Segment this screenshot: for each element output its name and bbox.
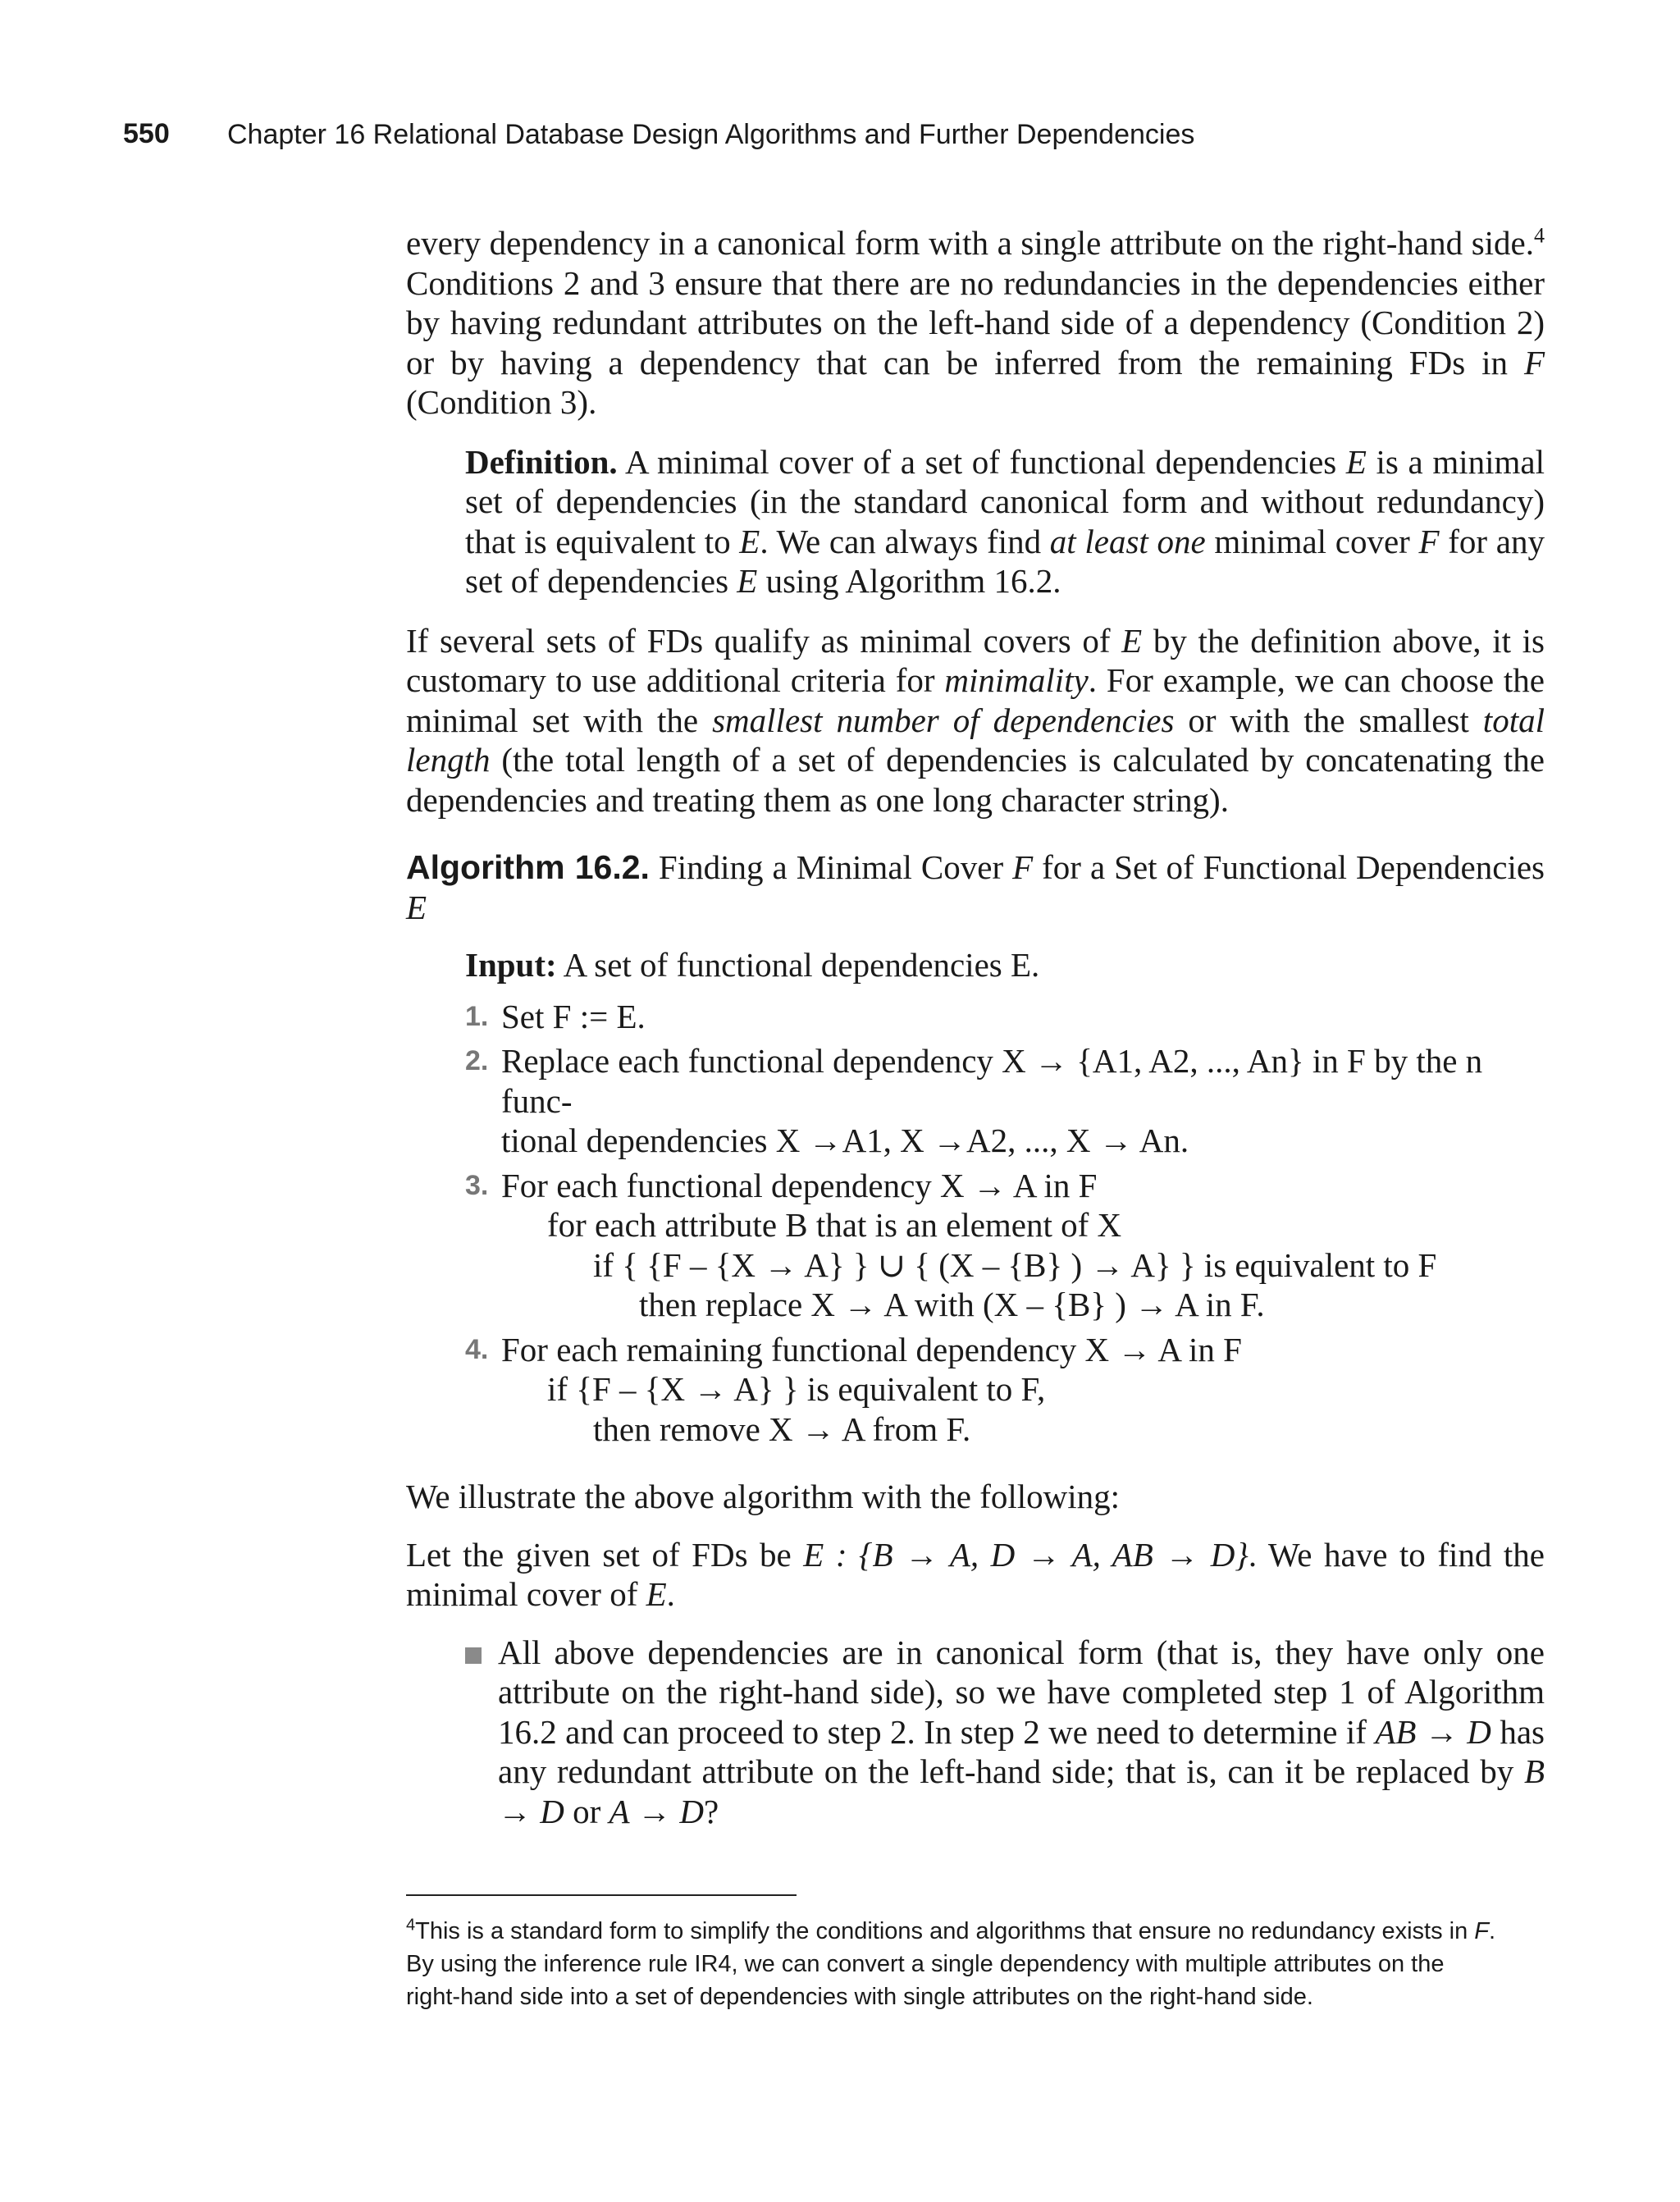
page-header	[123, 118, 1567, 159]
criteria-paragraph	[406, 621, 1545, 820]
intro-paragraph	[406, 223, 1545, 423]
step-number: 1.	[465, 1000, 489, 1032]
page-body	[406, 223, 1545, 1831]
bullet-text	[498, 1633, 1545, 1832]
math-var: F	[1012, 848, 1034, 886]
definition-text: is a minimal set of dependencies (in the standard canonical form and without redundancy) that is equivalent to	[465, 442, 1545, 560]
math-var: E	[406, 888, 427, 926]
algorithm-step	[465, 1041, 1545, 1161]
given-text: Let the given set of FDs be	[406, 1535, 804, 1574]
step-line: if {F – {X → A} } is equivalent to F,	[547, 1370, 1046, 1408]
criteria-text: If several sets of FDs qualify as minimal covers of	[406, 621, 1122, 660]
spacer	[406, 1615, 1545, 1633]
algorithm-step	[465, 1330, 1545, 1450]
criteria-text: . For example, we can choose the minimal set with the	[406, 661, 1545, 739]
intro-text: (Condition 3).	[406, 383, 597, 421]
bullet-text-part: All above dependencies are in canonical form (that is, they have only one attribute on the right-hand side), so we have completed step 1 of Algorithm 16.2 and can proceed to step 2. In step 2 we need to determine if	[498, 1633, 1545, 1751]
step-number: 4.	[465, 1333, 489, 1365]
step-line: then replace X → A with (X – {B} ) → A in F.	[639, 1286, 1265, 1323]
step-line: tional dependencies X →A1, X →A2, ..., X → An.	[501, 1122, 1189, 1159]
definition-text: for any set of dependencies	[465, 522, 1545, 600]
math-var: E	[739, 522, 760, 560]
step-line: Set F := E.	[501, 997, 646, 1035]
spacer	[406, 423, 1545, 442]
footnote-line: By using the inference rule IR4, we can convert a single dependency with multiple attributes on the	[406, 1951, 1445, 1977]
fd-set: E : {B → A, D → A, AB → D}	[803, 1535, 1249, 1574]
algorithm-title-text: for a Set of Functional Dependencies	[1033, 848, 1545, 886]
footnote-divider	[406, 1894, 797, 1896]
criteria-text: (the total length of a set of dependencies is calculated by concatenating the dependencies and treating them as one long character string).	[406, 741, 1545, 819]
emphasis: smallest number of dependencies	[712, 701, 1175, 739]
math-var: F	[1474, 1918, 1489, 1944]
bullet-text-part: has any redundant attribute on the left-hand side; that is, can it be replaced by	[498, 1712, 1545, 1790]
step-line: Replace each functional dependency X → {A1, A2, ..., An} in F by the n func-	[501, 1042, 1483, 1120]
step-line: then remove X → A from F.	[593, 1409, 971, 1448]
fd-expression: AB → D	[1375, 1712, 1491, 1751]
step-line: for each attribute B that is an element of X	[547, 1206, 1122, 1244]
given-text: . We have to find the minimal cover of	[406, 1535, 1545, 1613]
step-line: For each remaining functional dependency X → A in F	[501, 1330, 1242, 1368]
input-label: Input:	[465, 946, 557, 984]
footnote	[406, 1915, 1571, 2013]
emphasis: at least one	[1049, 522, 1206, 560]
definition-text: . We can always find	[760, 522, 1050, 560]
step-number: 2.	[465, 1045, 489, 1076]
square-bullet-icon	[465, 1633, 498, 1832]
definition-text: using Algorithm 16.2.	[757, 562, 1061, 600]
algorithm-step	[465, 997, 1545, 1037]
intro-text: Conditions 2 and 3 ensure that there are no redundancies in the dependencies either by having redundant attributes on the left-hand side of a dependency (Condition 2) or by having a dependency that can be inferred from the remaining FDs in	[406, 263, 1545, 381]
algorithm-label: Algorithm 16.2.	[406, 848, 650, 886]
algorithm-title	[406, 847, 1545, 927]
algorithm-input	[465, 945, 1545, 985]
emphasis: total length	[406, 701, 1545, 779]
spacer	[406, 927, 1545, 945]
footnote-text: .	[1489, 1918, 1496, 1944]
algorithm-title-text: Finding a Minimal Cover	[649, 848, 1013, 886]
math-var: F	[1418, 522, 1440, 560]
step-number: 3.	[465, 1169, 489, 1201]
bullet-text-part: ?	[703, 1792, 719, 1830]
criteria-text: by the definition above, it is customary to use additional criteria for	[406, 621, 1545, 699]
spacer	[406, 820, 1545, 847]
bullet-text-part: or	[564, 1792, 609, 1830]
footnote-number: 4	[406, 1916, 416, 1935]
spacer	[406, 1517, 1545, 1535]
definition-text: minimal cover	[1205, 522, 1419, 560]
math-var: E	[1345, 442, 1367, 481]
spacer	[406, 1449, 1545, 1477]
footnote-line: right-hand side into a set of dependencies with single attributes on the right-hand side.	[406, 1984, 1313, 2010]
running-head: Chapter 16 Relational Database Design Algorithms and Further Dependencies	[227, 119, 1195, 150]
given-text: .	[666, 1575, 675, 1613]
fd-expression: A → D	[609, 1792, 704, 1830]
footnote-ref: 4	[1534, 223, 1545, 248]
algorithm-steps	[465, 997, 1545, 1450]
math-var: E	[737, 562, 758, 600]
footnote-line	[406, 1915, 1571, 1948]
definition-text: A minimal cover of a set of functional dependencies	[617, 442, 1346, 481]
fd-expression: B → D	[498, 1752, 1545, 1830]
math-var: E	[1121, 621, 1143, 660]
definition-paragraph	[465, 442, 1545, 601]
step-line: For each functional dependency X → A in F	[501, 1166, 1098, 1204]
page-number: 550	[123, 118, 170, 149]
spacer	[406, 601, 1545, 621]
illustrate-paragraph: We illustrate the above algorithm with the following:	[406, 1478, 1121, 1515]
math-var: E	[646, 1575, 667, 1613]
criteria-text: or with the smallest	[1174, 701, 1483, 739]
bullet-item	[465, 1633, 1545, 1832]
definition-label: Definition.	[465, 442, 618, 481]
footnote-text: This is a standard form to simplify the conditions and algorithms that ensure no redundancy exists in	[415, 1918, 1475, 1944]
algorithm-step	[465, 1166, 1545, 1325]
step-line: if { {F – {X → A} } ∪ { (X – {B} ) → A} } is equivalent to F	[593, 1245, 1437, 1284]
emphasis: minimality	[944, 661, 1089, 699]
intro-text: every dependency in a canonical form with a single attribute on the right-hand side.	[406, 224, 1534, 262]
input-text: A set of functional dependencies E.	[556, 946, 1040, 984]
math-var: F	[1523, 343, 1545, 381]
given-paragraph	[406, 1535, 1545, 1615]
